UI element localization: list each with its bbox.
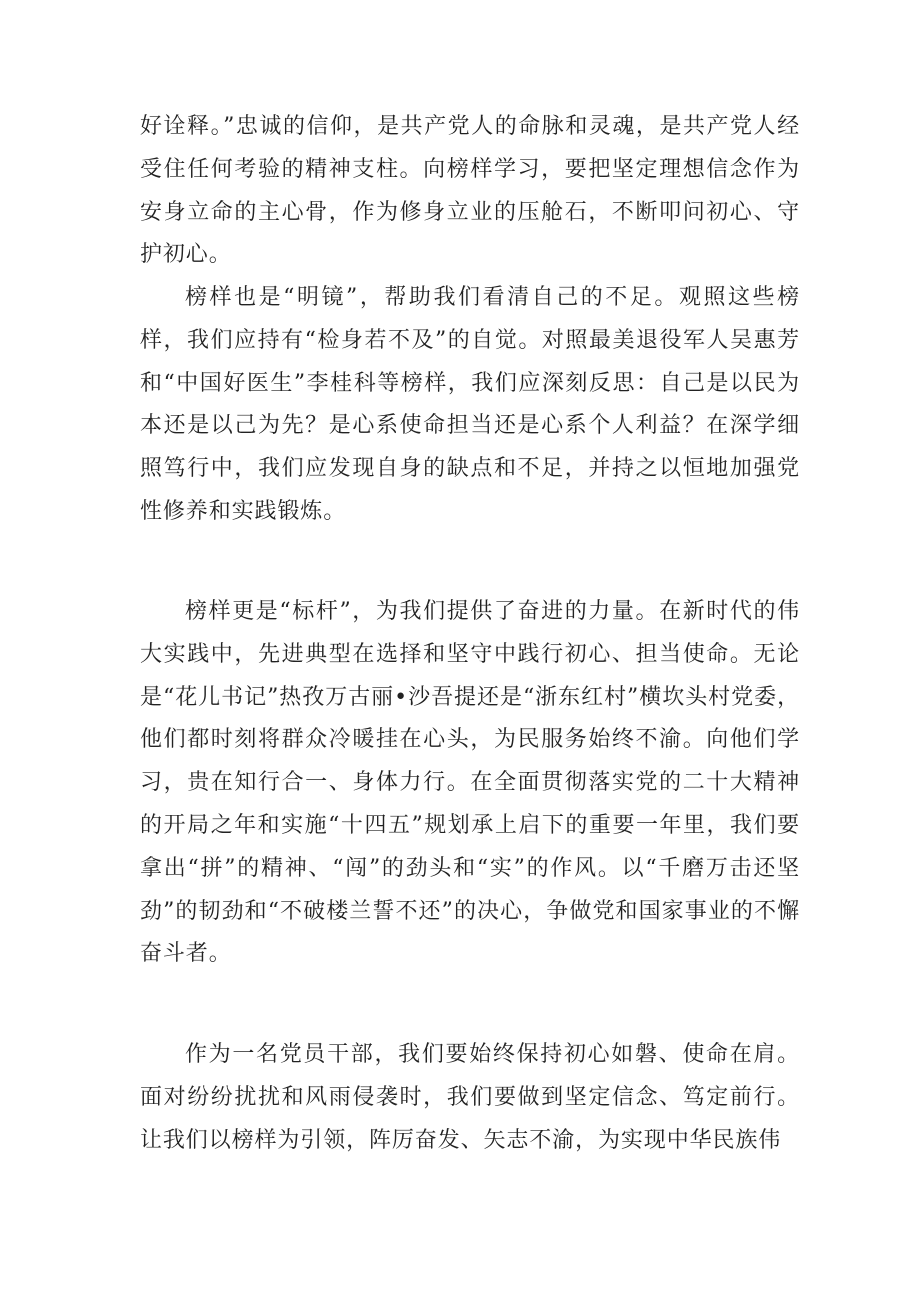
paragraph-conclusion: 作为一名党员干部，我们要始终保持初心如磐、使命在肩。面对纷纷扰扰和风雨侵袭时，我们要做到坚定信念、笃定前行。让我们以榜样为引领，阵厉奋发、矢志不渝，为实现中华民族伟 (140, 1042, 800, 1153)
paragraph-mirror: 榜样也是“明镜”，帮助我们看清自己的不足。观照这些榜样，我们应持有“检身若不及”的自觉。对照最美退役军人吴惠芳和“中国好医生”李桂科等榜样，我们应深刻反思：自己是以民为本还是以己为先？是心系使命担当还是心系个人利益？在深学细照笃行中，我们应发现自身的缺点和不足，并持之以恒地加强党性修养和实践锻炼。 (140, 285, 800, 524)
paragraph-benchmark: 榜样更是“标杆”，为我们提供了奋进的力量。在新时代的伟大实践中，先进典型在选择和坚守中践行初心、担当使命。无论是“花儿书记”热孜万古丽•沙吾提还是“浙东红村”横坎头村党委，他们都时刻将群众冷暖挂在心头，为民服务始终不渝。向他们学习，贵在知行合一、身体力行。在全面贯彻落实党的二十大精神的开局之年和实施“十四五”规划承上启下的重要一年里，我们要拿出“拼”的精神、“闯”的劲头和“实”的作风。以“千磨万击还坚劲”的韧劲和“不破楼兰誓不还”的决心，争做党和国家事业的不懈奋斗者。 (140, 599, 800, 967)
paragraph-continuation: 好诠释。”忠诚的信仰，是共产党人的命脉和灵魂，是共产党人经受住任何考验的精神支柱。向榜样学习，要把坚定理想信念作为安身立命的主心骨，作为修身立业的压舱石，不断叩问初心、守护初心。 (140, 114, 800, 268)
